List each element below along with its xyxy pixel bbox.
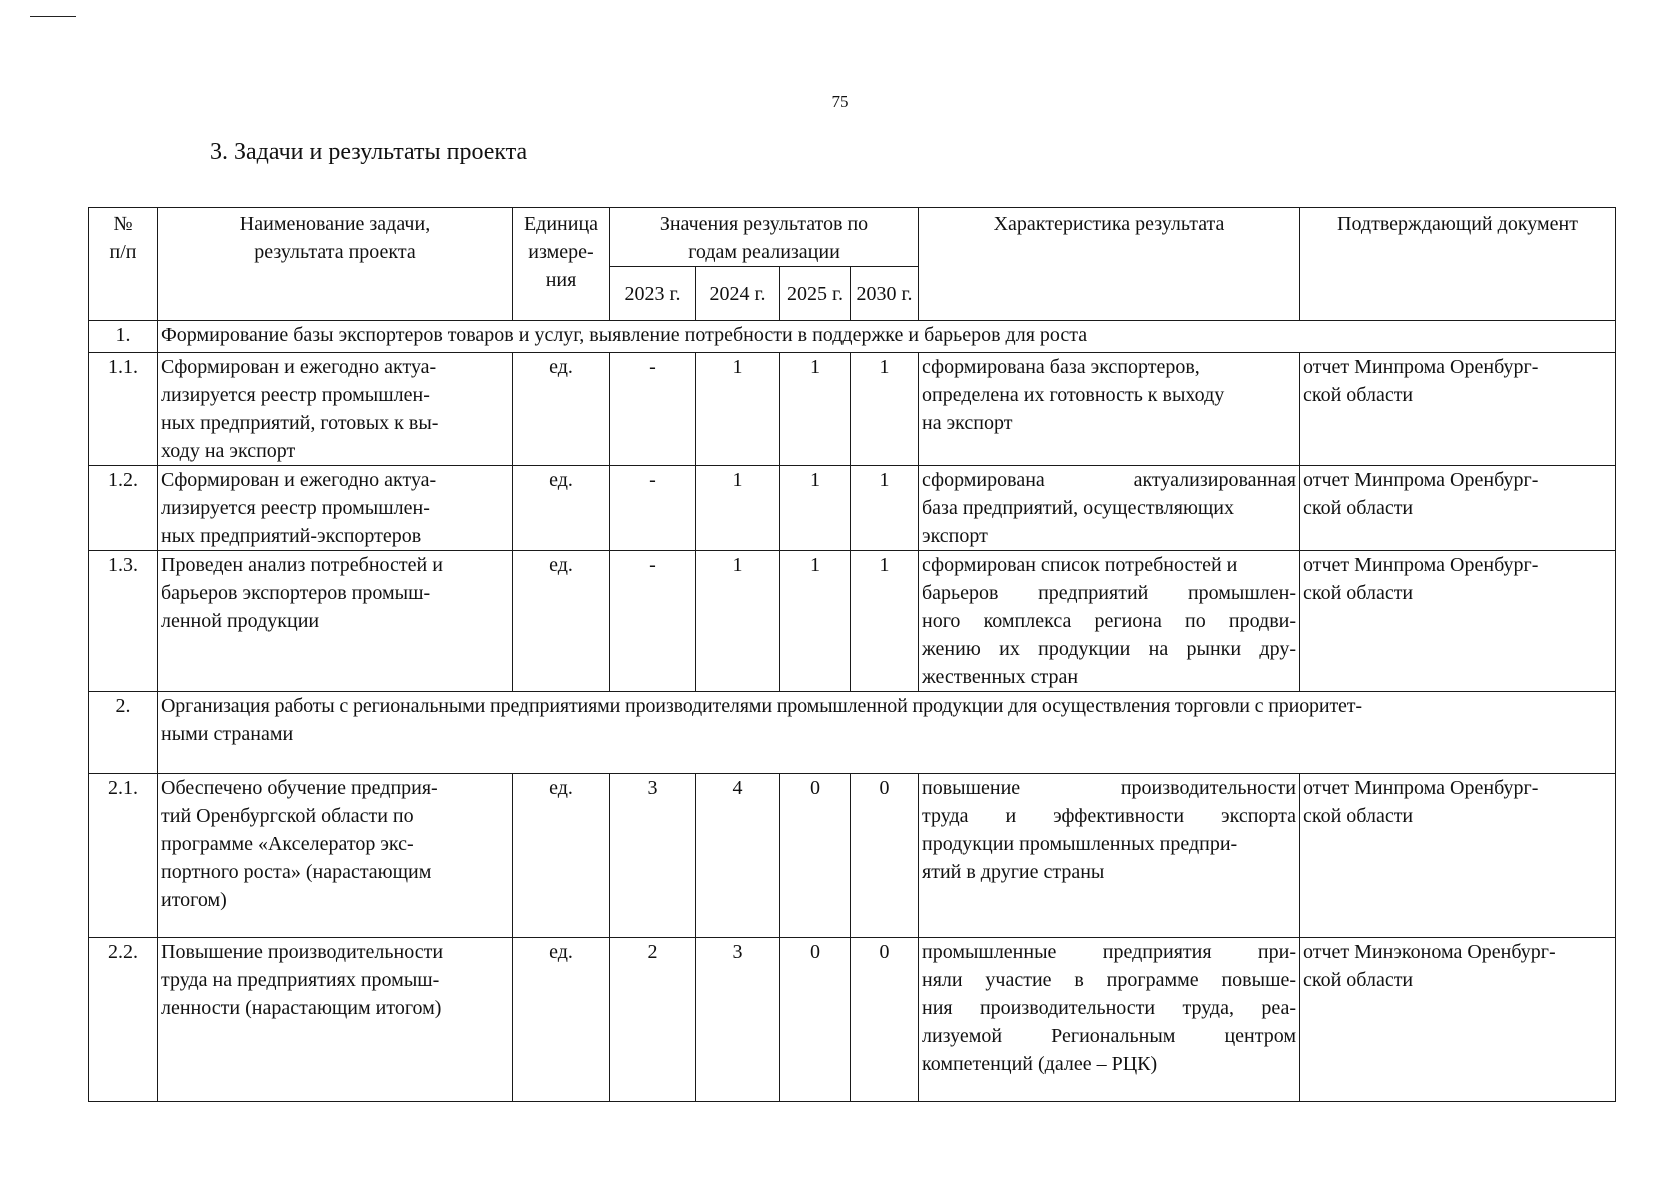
row-number: 1.3.	[89, 551, 158, 692]
header-number	[89, 208, 158, 321]
text-line: Сформирован и ежегодно актуа-	[161, 356, 437, 378]
value-2025: 1	[780, 551, 851, 692]
header-name-line: результата проекта	[254, 241, 416, 263]
table-row	[89, 466, 1616, 551]
text-line: ными странами	[161, 723, 294, 745]
page-number: 75	[831, 92, 849, 111]
header-name-line: Наименование задачи,	[239, 213, 431, 235]
value-2024: 4	[696, 774, 780, 938]
value-2030: 1	[851, 551, 919, 692]
value-2023: -	[610, 466, 696, 551]
confirming-document	[1300, 774, 1616, 938]
task-number: 1.	[89, 321, 158, 353]
header-number-line: №	[113, 213, 133, 235]
text-line: Организация работы с региональными предприятиями производителями промышленной продукции для осуществления торговли с приоритет-	[161, 695, 1362, 717]
result-name	[158, 466, 513, 551]
text-line: ской области	[1303, 805, 1414, 827]
row-number: 2.2.	[89, 938, 158, 1102]
text-line: отчет Минэконома Оренбург-	[1303, 941, 1556, 963]
text-line: база предприятий, осуществляющих	[922, 497, 1234, 519]
text-line: Повышение производительности	[161, 941, 444, 963]
unit: ед.	[513, 551, 610, 692]
header-unit	[513, 208, 610, 321]
text-line: ных предприятий-экспортеров	[161, 525, 422, 547]
value-2024: 3	[696, 938, 780, 1102]
results-table	[88, 207, 1616, 1102]
text-line: лизуемой Региональным центром	[922, 1025, 1296, 1047]
header-year-2025: 2025 г.	[780, 267, 851, 321]
text-line: ской области	[1303, 497, 1414, 519]
value-2023: 3	[610, 774, 696, 938]
value-2023: 2	[610, 938, 696, 1102]
corner-rule	[30, 16, 76, 17]
task-number: 2.	[89, 692, 158, 774]
confirming-document	[1300, 466, 1616, 551]
value-2030: 0	[851, 938, 919, 1102]
text-line: отчет Минпрома Оренбург-	[1303, 356, 1539, 378]
text-line: ленной продукции	[161, 610, 320, 632]
task-title: Формирование базы экспортеров товаров и услуг, выявление потребности в поддержке и барьеров для роста	[158, 321, 1616, 353]
task-title	[158, 692, 1616, 774]
text-line: отчет Минпрома Оренбург-	[1303, 554, 1539, 576]
unit: ед.	[513, 466, 610, 551]
task-row	[89, 692, 1616, 774]
text-line: определена их готовность к выходу	[922, 384, 1225, 406]
text-line: жественных стран	[922, 666, 1079, 688]
text-line: ской области	[1303, 384, 1414, 406]
result-name	[158, 353, 513, 466]
header-characteristic: Характеристика результата	[919, 208, 1300, 321]
confirming-document	[1300, 353, 1616, 466]
text-line: барьеров экспортеров промыш-	[161, 582, 431, 604]
text-line: ходу на экспорт	[161, 440, 296, 462]
text-line: повышение производительности	[922, 777, 1296, 799]
text-line: ятий в другие страны	[922, 861, 1105, 883]
header-values-line: Значения результатов по	[659, 213, 869, 235]
result-name	[158, 938, 513, 1102]
header-unit-line: измере-	[528, 241, 594, 263]
table-row	[89, 774, 1616, 938]
value-2025: 1	[780, 466, 851, 551]
text-line: Обеспечено обучение предприя-	[161, 777, 438, 799]
text-line: ленности (нарастающим итогом)	[161, 997, 442, 1019]
result-name	[158, 551, 513, 692]
text-line: сформирована актуализированная	[922, 469, 1296, 491]
table-row	[89, 938, 1616, 1102]
header-year-2023: 2023 г.	[610, 267, 696, 321]
text-line: продукции промышленных предпри-	[922, 833, 1238, 855]
text-line: няли участие в программе повыше-	[922, 969, 1296, 991]
header-document: Подтверждающий документ	[1300, 208, 1616, 321]
header-year-2030: 2030 г.	[851, 267, 919, 321]
table-row	[89, 353, 1616, 466]
section-title: 3. Задачи и результаты проекта	[210, 139, 528, 165]
text-line: сформирован список потребностей и	[922, 554, 1238, 576]
characteristic	[919, 938, 1300, 1102]
header-values-line: годам реализации	[688, 241, 840, 263]
unit: ед.	[513, 938, 610, 1102]
text-line: барьеров предприятий промышлен-	[922, 582, 1296, 604]
value-2024: 1	[696, 466, 780, 551]
unit: ед.	[513, 353, 610, 466]
text-line: портного роста» (нарастающим	[161, 861, 432, 883]
value-2024: 1	[696, 551, 780, 692]
value-2030: 1	[851, 353, 919, 466]
confirming-document	[1300, 938, 1616, 1102]
header-number-line: п/п	[109, 241, 137, 263]
text-line: ской области	[1303, 582, 1414, 604]
characteristic	[919, 466, 1300, 551]
text-line: отчет Минпрома Оренбург-	[1303, 777, 1539, 799]
unit: ед.	[513, 774, 610, 938]
confirming-document	[1300, 551, 1616, 692]
text-line: сформирована база экспортеров,	[922, 356, 1200, 378]
value-2025: 0	[780, 774, 851, 938]
text-line: отчет Минпрома Оренбург-	[1303, 469, 1539, 491]
text-line: лизируется реестр промышлен-	[161, 384, 430, 406]
value-2030: 1	[851, 466, 919, 551]
text-line: компетенций (далее – РЦК)	[922, 1053, 1158, 1075]
text-line: Сформирован и ежегодно актуа-	[161, 469, 437, 491]
row-number: 2.1.	[89, 774, 158, 938]
text-line: на экспорт	[922, 412, 1013, 434]
characteristic	[919, 774, 1300, 938]
row-number: 1.2.	[89, 466, 158, 551]
characteristic	[919, 353, 1300, 466]
result-name	[158, 774, 513, 938]
header-name	[158, 208, 513, 321]
value-2024: 1	[696, 353, 780, 466]
value-2023: -	[610, 353, 696, 466]
table-row	[89, 551, 1616, 692]
value-2025: 1	[780, 353, 851, 466]
characteristic	[919, 551, 1300, 692]
header-values	[610, 208, 919, 267]
text-line: жению их продукции на рынки дру-	[922, 638, 1296, 660]
text-line: ния производительности труда, реа-	[922, 997, 1296, 1019]
text-line: программе «Акселератор экс-	[161, 833, 414, 855]
task-row	[89, 321, 1616, 353]
text-line: Проведен анализ потребностей и	[161, 554, 443, 576]
value-2030: 0	[851, 774, 919, 938]
text-line: труда и эффективности экспорта	[922, 805, 1296, 827]
text-line: лизируется реестр промышлен-	[161, 497, 430, 519]
text-line: ного комплекса региона по продви-	[922, 610, 1296, 632]
value-2025: 0	[780, 938, 851, 1102]
header-year-2024: 2024 г.	[696, 267, 780, 321]
header-unit-line: ния	[545, 269, 577, 291]
header-unit-line: Единица	[523, 213, 599, 235]
value-2023: -	[610, 551, 696, 692]
text-line: итогом)	[161, 889, 227, 911]
text-line: промышленные предприятия при-	[922, 941, 1296, 963]
row-number: 1.1.	[89, 353, 158, 466]
text-line: экспорт	[922, 525, 988, 547]
text-line: ных предприятий, готовых к вы-	[161, 412, 439, 434]
text-line: ской области	[1303, 969, 1414, 991]
text-line: труда на предприятиях промыш-	[161, 969, 440, 991]
text-line: тий Оренбургской области по	[161, 805, 414, 827]
